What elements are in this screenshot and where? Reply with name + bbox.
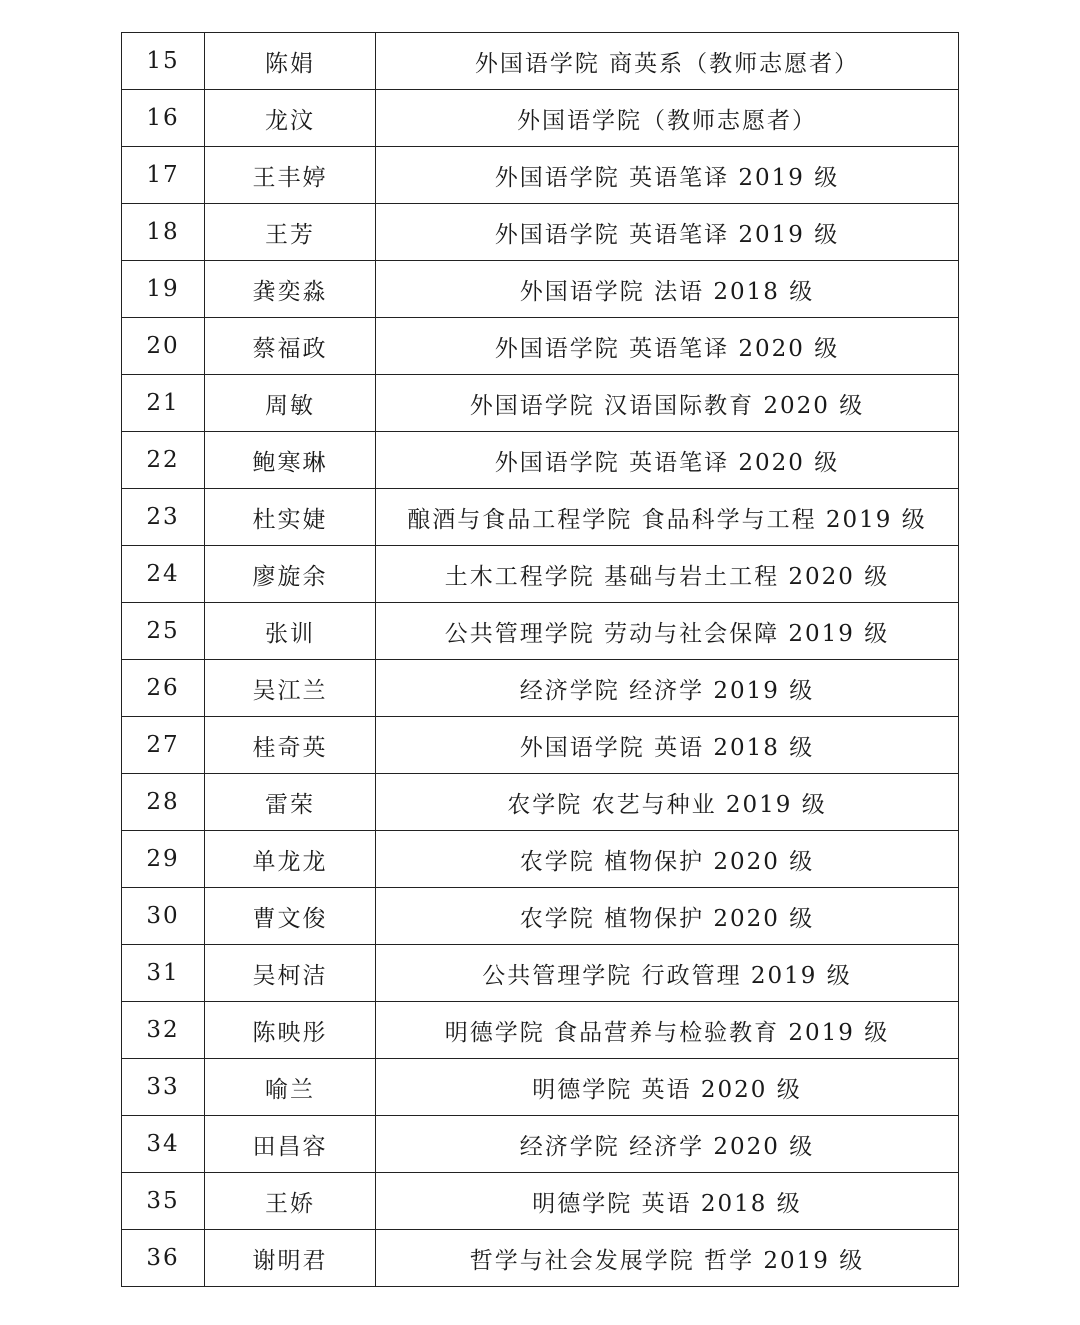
row-number: 21 (122, 375, 205, 432)
table-row (122, 1002, 959, 1059)
affiliation: 明德学院 英语 2020 级 (376, 1059, 959, 1116)
person-name: 陈娟 (205, 33, 376, 90)
table-row (122, 1230, 959, 1287)
person-name: 王芳 (205, 204, 376, 261)
person-name: 龚奕淼 (205, 261, 376, 318)
person-name: 王娇 (205, 1173, 376, 1230)
table-row (122, 147, 959, 204)
volunteer-roster-table (121, 32, 959, 1287)
affiliation: 经济学院 经济学 2020 级 (376, 1116, 959, 1173)
table-row (122, 945, 959, 1002)
person-name: 吴柯洁 (205, 945, 376, 1002)
row-number: 30 (122, 888, 205, 945)
row-number: 32 (122, 1002, 205, 1059)
person-name: 桂奇英 (205, 717, 376, 774)
row-number: 29 (122, 831, 205, 888)
row-number: 25 (122, 603, 205, 660)
table-row (122, 489, 959, 546)
table-row (122, 1116, 959, 1173)
table-row (122, 717, 959, 774)
affiliation: 明德学院 英语 2018 级 (376, 1173, 959, 1230)
table-row (122, 774, 959, 831)
person-name: 单龙龙 (205, 831, 376, 888)
person-name: 喻兰 (205, 1059, 376, 1116)
affiliation: 外国语学院 英语 2018 级 (376, 717, 959, 774)
table-row (122, 375, 959, 432)
table-row (122, 603, 959, 660)
volunteer-roster-page (121, 32, 959, 1287)
affiliation: 经济学院 经济学 2019 级 (376, 660, 959, 717)
roster-table-body (122, 33, 959, 1287)
row-number: 22 (122, 432, 205, 489)
affiliation: 外国语学院 英语笔译 2020 级 (376, 432, 959, 489)
person-name: 曹文俊 (205, 888, 376, 945)
affiliation: 公共管理学院 行政管理 2019 级 (376, 945, 959, 1002)
table-row (122, 204, 959, 261)
row-number: 36 (122, 1230, 205, 1287)
row-number: 17 (122, 147, 205, 204)
person-name: 龙汶 (205, 90, 376, 147)
affiliation: 酿酒与食品工程学院 食品科学与工程 2019 级 (376, 489, 959, 546)
row-number: 16 (122, 90, 205, 147)
row-number: 24 (122, 546, 205, 603)
row-number: 20 (122, 318, 205, 375)
person-name: 廖旋余 (205, 546, 376, 603)
table-row (122, 660, 959, 717)
affiliation: 农学院 植物保护 2020 级 (376, 831, 959, 888)
table-row (122, 261, 959, 318)
affiliation: 外国语学院 英语笔译 2019 级 (376, 204, 959, 261)
table-row (122, 90, 959, 147)
affiliation: 明德学院 食品营养与检验教育 2019 级 (376, 1002, 959, 1059)
person-name: 王丰婷 (205, 147, 376, 204)
row-number: 33 (122, 1059, 205, 1116)
table-row (122, 1059, 959, 1116)
table-row (122, 831, 959, 888)
table-row (122, 33, 959, 90)
person-name: 陈映彤 (205, 1002, 376, 1059)
row-number: 19 (122, 261, 205, 318)
affiliation: 农学院 植物保护 2020 级 (376, 888, 959, 945)
affiliation: 外国语学院 汉语国际教育 2020 级 (376, 375, 959, 432)
row-number: 15 (122, 33, 205, 90)
affiliation: 外国语学院（教师志愿者） (376, 90, 959, 147)
table-row (122, 318, 959, 375)
table-row (122, 888, 959, 945)
person-name: 张训 (205, 603, 376, 660)
row-number: 31 (122, 945, 205, 1002)
person-name: 雷荣 (205, 774, 376, 831)
row-number: 28 (122, 774, 205, 831)
person-name: 田昌容 (205, 1116, 376, 1173)
affiliation: 哲学与社会发展学院 哲学 2019 级 (376, 1230, 959, 1287)
row-number: 26 (122, 660, 205, 717)
affiliation: 公共管理学院 劳动与社会保障 2019 级 (376, 603, 959, 660)
row-number: 34 (122, 1116, 205, 1173)
person-name: 蔡福政 (205, 318, 376, 375)
person-name: 吴江兰 (205, 660, 376, 717)
row-number: 27 (122, 717, 205, 774)
affiliation: 外国语学院 法语 2018 级 (376, 261, 959, 318)
affiliation: 外国语学院 商英系（教师志愿者） (376, 33, 959, 90)
row-number: 23 (122, 489, 205, 546)
affiliation: 农学院 农艺与种业 2019 级 (376, 774, 959, 831)
table-row (122, 1173, 959, 1230)
table-row (122, 546, 959, 603)
row-number: 18 (122, 204, 205, 261)
table-row (122, 432, 959, 489)
person-name: 谢明君 (205, 1230, 376, 1287)
affiliation: 土木工程学院 基础与岩土工程 2020 级 (376, 546, 959, 603)
person-name: 鲍寒琳 (205, 432, 376, 489)
person-name: 杜实婕 (205, 489, 376, 546)
affiliation: 外国语学院 英语笔译 2020 级 (376, 318, 959, 375)
person-name: 周敏 (205, 375, 376, 432)
row-number: 35 (122, 1173, 205, 1230)
affiliation: 外国语学院 英语笔译 2019 级 (376, 147, 959, 204)
